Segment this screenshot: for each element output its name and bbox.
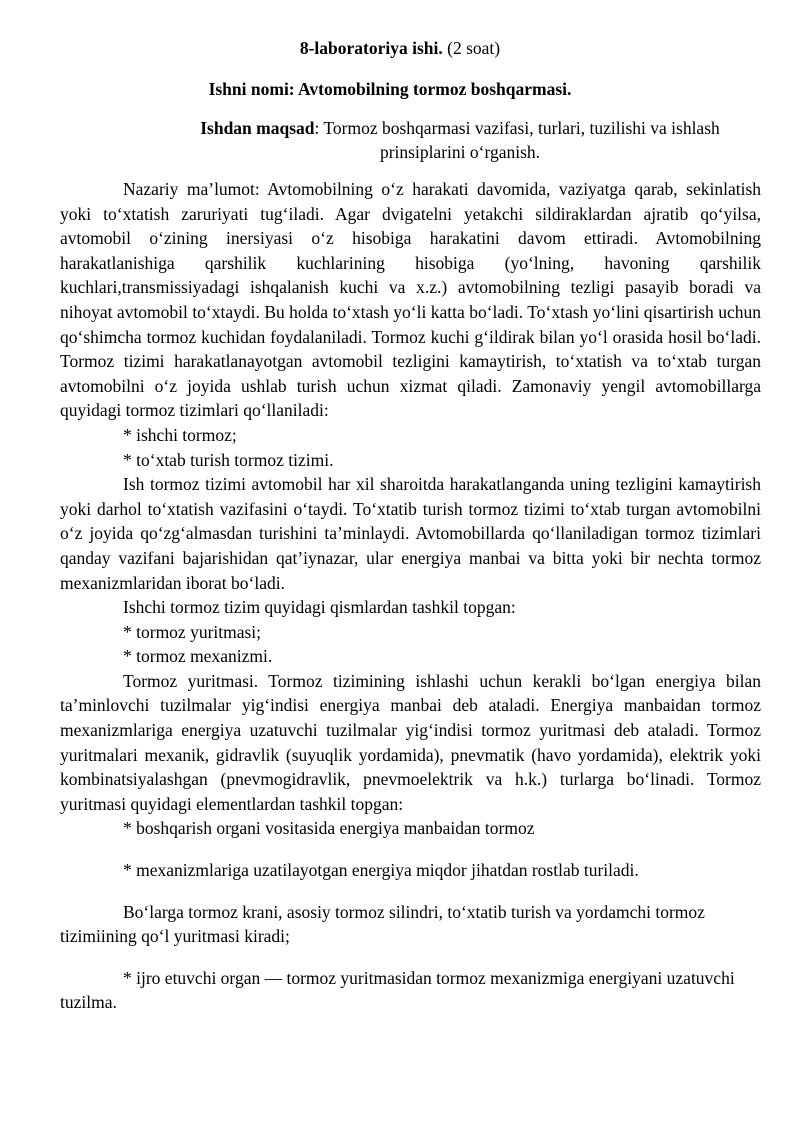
list-item: * ishchi tormoz; xyxy=(123,424,237,445)
topic-text: Ishni nomi: Avtomobilning tormoz boshqarmasi. xyxy=(208,79,572,99)
paragraph-executive-organ: * ijro etuvchi organ — tormoz yuritmasidan tormoz mexanizmiga energiyani uzatuvchi tuzilma. xyxy=(60,967,735,1013)
goal-label: Ishdan maqsad xyxy=(200,118,315,138)
paragraph-brake-drive: Tormoz yuritmasi. Tormoz tizimining ishlashi uchun kerakli bo‘lgan energiya bilan ta’minlovchi tuzilmalar yig‘indisi energiya manbai deb ataladi. Energiya manbaidan tormoz mexanizmlariga energiya uzatuvchi tuzilmalar yig‘indisi tormoz yuritmasi deb ataladi. Tormoz yuritmalari mexanik, gidravlik (suyuqlik yordamida), pnevmatik (havo yordamida), elektrik yoki kombinatsiyalashgan (pnevmogidravlik, pnevmoelektrik va h.k.) turlarga bo‘linadi. Tormoz yuritmasi quyidagi elementlardan tashkil topgan: xyxy=(60,670,761,814)
list-item: * tormoz yuritmasi; xyxy=(123,621,262,642)
topic-heading xyxy=(0,77,780,102)
paragraph-work-brake: Ish tormoz tizimi avtomobil har xil sharoitda harakatlanganda uning tezligini kamaytirish yoki darhol to‘xtatish vazifasini o‘taydi. To‘xtatib turish tormoz tizimi to‘xtab turgan avtomobilni o‘z joyida qo‘zg‘almasdan turishini ta’minlaydi. Avtomobillarda qo‘llaniladigan tormoz tizimlari qanday vazifani bajarishidan qat’iynazar, ular energiya manbai va bitta yoki bir nechta tormoz mexanizmlaridan iborat bo‘ladi. xyxy=(60,474,761,593)
list-item: * to‘xtab turish tormoz tizimi. xyxy=(123,449,334,470)
list-item: * boshqarish organi vositasida energiya manbaidan tormoz xyxy=(123,818,535,839)
lab-hours: (2 soat) xyxy=(442,38,501,58)
goal-text: : Tormoz boshqarmasi vazifasi, turlari, tuzilishi va ishlash prinsiplarini o‘rganish. xyxy=(314,118,720,162)
paragraph-components: Bo‘larga tormoz krani, asosiy tormoz silindri, to‘xtatib turish va yordamchi tormoz tizimiining qo‘l yuritmasi kiradi; xyxy=(60,901,705,947)
goal-line xyxy=(160,116,760,164)
lab-number: 8-laboratoriya ishi. xyxy=(299,38,443,58)
paragraph-theory: Nazariy ma’lumot: Avtomobilning o‘z harakati davomida, vaziyatga qarab, sekinlatish yoki to‘xtatish zaruriyati tug‘iladi. Agar dvigatelni yetakchi sildiraklardan ajratib qo‘yilsa, avtomobil o‘zining inersiyasi o‘z hisobiga harakatini davom ettiradi. Avtomobilning harakatlanishiga qarshilik kuchlarining hisobiga (yo‘lning, havoning qarshilik kuchlari,transmissiyadagi ishqalanish kuchi va x.z.) avtomobilning tezligi pasayib boradi va nihoyat avtomobil to‘xtaydi. Bu holda to‘xtash yo‘li katta bo‘ladi. To‘xtash yo‘lini qisartirish uchun qo‘shimcha tormoz kuchidan foydalaniladi. Tormoz kuchi g‘ildirak bilan yo‘l orasida hosil bo‘ladi. Tormoz tizimi harakatlanayotgan avtomobil tezligini kamaytirish, to‘xtatish va to‘xtab turgan avtomobilni o‘z joyida ushlab turish uchun xizmat qiladi. Zamonaviy yengil avtomobillarga quyidagi tormoz tizimlari qo‘llaniladi: xyxy=(60,179,761,421)
list-item: * mexanizmlariga uzatilayotgan energiya miqdor jihatdan rostlab turiladi. xyxy=(123,860,639,881)
lab-title xyxy=(0,36,800,61)
paragraph-parts-intro: Ishchi tormoz tizim quyidagi qismlardan tashkil topgan: xyxy=(123,597,516,618)
document-body xyxy=(60,177,761,1015)
list-item: * tormoz mexanizmi. xyxy=(123,646,273,667)
